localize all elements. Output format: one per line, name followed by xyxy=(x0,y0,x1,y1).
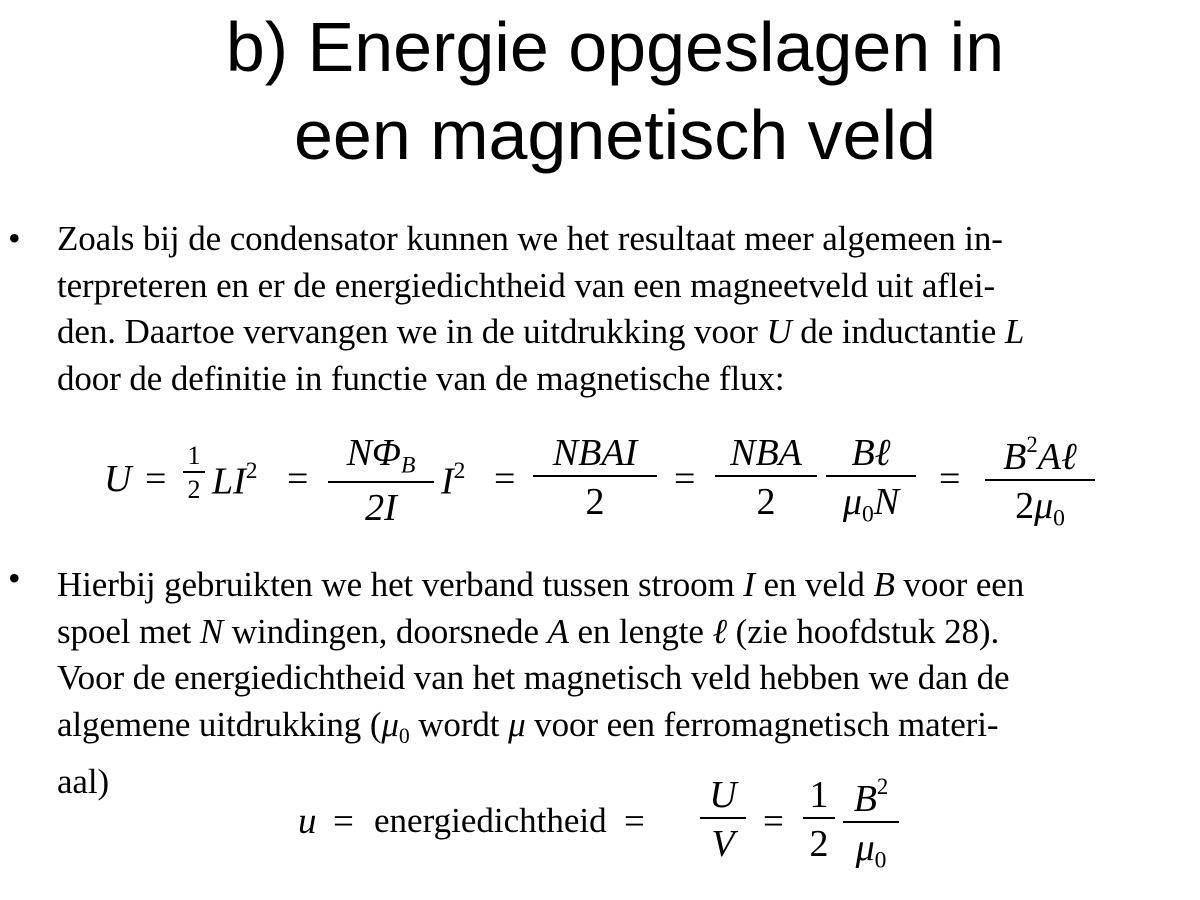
eq2-V: V xyxy=(711,823,735,865)
paragraph-1-line-1: Zoals bij de condensator kunnen we het resultaat meer algemeen in- xyxy=(57,219,1003,258)
text: wordt xyxy=(409,704,509,744)
sub-B: B xyxy=(400,452,416,479)
eq2-equals: = xyxy=(333,801,354,842)
eq2-fraction-B2mu xyxy=(843,776,899,873)
eq1-NBA-den: 2 xyxy=(756,481,776,523)
symbol-mu0: μ xyxy=(381,704,399,744)
symbol-B: B xyxy=(873,565,895,604)
I-text: I xyxy=(441,460,454,503)
symbol-I: I xyxy=(743,565,755,604)
sub-0: 0 xyxy=(861,501,874,528)
two: 2 xyxy=(1015,485,1035,528)
square-exponent: 2 xyxy=(245,458,258,484)
eq2-fraction-UV xyxy=(700,776,746,863)
paragraph-2-line-4 xyxy=(57,702,1187,759)
symbol-mu: μ xyxy=(508,704,526,744)
eq2-equals: = xyxy=(763,801,784,842)
square-exponent: 2 xyxy=(1026,432,1038,457)
paragraph-1-line-2: terpreteren en er de energiedichtheid van een magneetveld uit aflei- xyxy=(57,265,996,305)
text: de inductantie xyxy=(791,312,1005,351)
fraction-bar xyxy=(985,479,1095,481)
eq1-Bl-num: Bℓ xyxy=(851,432,891,474)
eq1-LI xyxy=(212,458,258,503)
eq1-equals: = xyxy=(287,458,309,500)
eq1-fraction-NBAI xyxy=(533,434,657,521)
eq1-fraction-flux xyxy=(328,432,434,530)
slide-title-line-1: b) Energie opgeslagen in xyxy=(225,8,1005,86)
fraction-bar xyxy=(533,475,657,477)
eq1-flux-num xyxy=(328,434,434,478)
fraction-bar xyxy=(843,821,899,823)
eq1-NBAI-den: 2 xyxy=(585,481,605,523)
slide-title-line-2: een magnetisch veld xyxy=(293,96,937,174)
symbol-A: A xyxy=(547,611,569,651)
eq2-u: u xyxy=(298,801,317,842)
paragraph-2-line-5: aal) xyxy=(57,761,110,801)
eq2-mu0 xyxy=(843,829,899,873)
text: (zie hoofdstuk 28). xyxy=(727,611,1000,651)
fraction-bar xyxy=(826,475,916,477)
eq2-text: energiedichtheid xyxy=(374,801,607,840)
eq1-fraction-half xyxy=(183,443,205,503)
fraction-bar xyxy=(700,817,746,819)
eq2-equals: = xyxy=(624,801,645,842)
paragraph-1-line-3 xyxy=(57,309,1187,356)
NPhi: NΦ xyxy=(346,432,401,474)
B: B xyxy=(853,778,877,821)
text: voor een ferromagnetisch materi- xyxy=(525,704,999,744)
bullet-marker: • xyxy=(8,218,21,258)
eq1-fraction-B2Al xyxy=(985,434,1095,531)
eq1-flux-den: 2I xyxy=(365,487,397,530)
Al: Aℓ xyxy=(1037,436,1077,479)
text: Hierbij gebruikten we het verband tussen stroom xyxy=(57,565,744,604)
square-exponent: 2 xyxy=(453,458,466,484)
paragraph-2-line-2 xyxy=(57,609,1187,656)
fraction-bar xyxy=(328,481,434,483)
eq2-two: 2 xyxy=(809,823,829,865)
eq1-B2Al-num xyxy=(985,432,1095,479)
sub-0: 0 xyxy=(1053,505,1065,532)
eq1-NBAI-num: NBAI xyxy=(552,432,638,474)
eq2-U: U xyxy=(709,774,737,816)
mu: μ xyxy=(842,481,862,523)
eq2-B2 xyxy=(843,774,899,821)
text: den. Daartoe vervangen we in de uitdrukking voor xyxy=(57,312,767,351)
eq1-NBA-num: NBA xyxy=(730,432,802,474)
mu: μ xyxy=(1034,485,1054,528)
paragraph-1-line-4: door de definitie in functie van de magnetische flux: xyxy=(57,358,785,398)
square-exponent: 2 xyxy=(876,774,889,799)
eq1-equals: = xyxy=(494,458,516,500)
symbol-L: L xyxy=(1004,312,1025,351)
fraction-bar xyxy=(803,817,835,819)
eq1-equals: = xyxy=(939,458,961,500)
N: N xyxy=(873,481,900,523)
text: voor een xyxy=(894,565,1025,604)
text: windingen, doorsnede xyxy=(223,611,548,651)
mu: μ xyxy=(855,827,875,870)
LI-text: LI xyxy=(212,460,246,503)
fraction-bar xyxy=(183,471,205,473)
text: spoel met xyxy=(57,611,200,651)
eq1-half-num: 1 xyxy=(187,441,201,470)
symbol-U: U xyxy=(766,312,792,351)
symbol-l: ℓ xyxy=(712,611,727,651)
eq1-Bl-den xyxy=(826,483,916,527)
paragraph-2-line-1 xyxy=(57,562,1187,609)
eq1-equals: = xyxy=(674,458,696,500)
text: en lengte xyxy=(568,611,713,651)
paragraph-2 xyxy=(57,562,1187,805)
symbol-N: N xyxy=(199,611,224,651)
text: en veld xyxy=(754,565,874,604)
eq1-I-squared xyxy=(441,458,466,503)
eq2-fraction-half xyxy=(803,776,835,863)
B: B xyxy=(1003,436,1027,479)
eq1-fraction-Bl xyxy=(826,434,916,527)
sub-0: 0 xyxy=(874,847,887,874)
eq1-B2Al-den xyxy=(985,487,1095,531)
eq1-lhs-U: U xyxy=(104,458,132,500)
eq1-fraction-NBA xyxy=(715,434,817,521)
paragraph-2-line-3: Voor de energiedichtheid van het magnetisch veld hebben we dan de xyxy=(57,658,1010,697)
paragraph-1 xyxy=(57,216,1187,402)
text: algemene uitdrukking ( xyxy=(57,704,382,744)
eq1-half-den: 2 xyxy=(187,475,201,504)
eq2-one: 1 xyxy=(809,774,829,816)
eq1-equals: = xyxy=(145,458,167,500)
sub-0: 0 xyxy=(398,723,410,748)
bullet-marker: • xyxy=(8,558,21,598)
fraction-bar xyxy=(715,475,817,477)
